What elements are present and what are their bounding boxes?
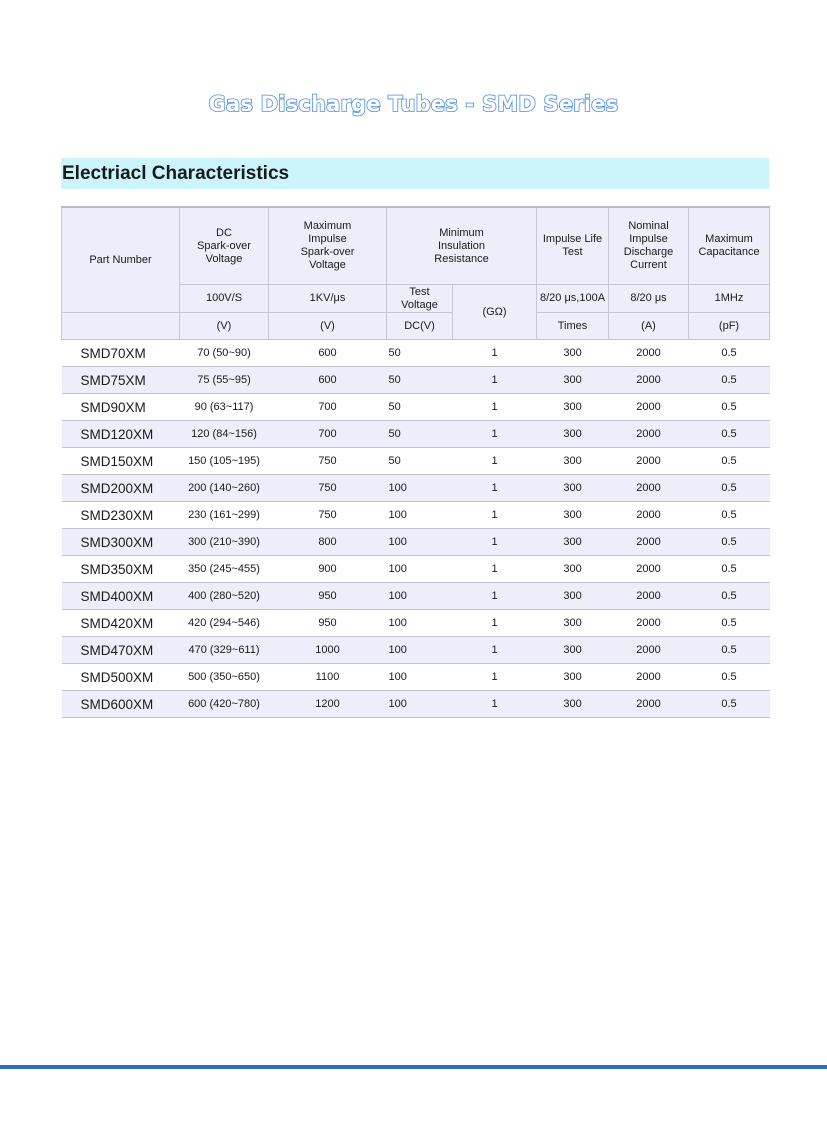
- test-voltage-cell: 100: [387, 475, 453, 502]
- test-voltage-cell: 100: [387, 502, 453, 529]
- discharge-current-cell: 2000: [609, 367, 689, 394]
- insulation-resistance-cell: 1: [453, 340, 537, 367]
- unit-dc: (V): [180, 313, 269, 340]
- dc-spark-over-cell: 420 (294~546): [180, 610, 269, 637]
- part-number-cell: SMD90XM: [62, 394, 180, 421]
- capacitance-cell: 0.5: [689, 475, 770, 502]
- part-number-cell: SMD350XM: [62, 556, 180, 583]
- header-nominal-impulse: Nominal Impulse Discharge Current: [609, 207, 689, 285]
- discharge-current-cell: 2000: [609, 502, 689, 529]
- page-title: Gas Discharge Tubes - SMD Series: [208, 92, 619, 116]
- dc-spark-over-cell: 470 (329~611): [180, 637, 269, 664]
- impulse-spark-over-cell: 950: [269, 610, 387, 637]
- insulation-resistance-cell: 1: [453, 394, 537, 421]
- capacitance-cell: 0.5: [689, 448, 770, 475]
- impulse-spark-over-cell: 1200: [269, 691, 387, 718]
- impulse-spark-over-cell: 600: [269, 367, 387, 394]
- test-voltage-cell: 100: [387, 664, 453, 691]
- discharge-current-cell: 2000: [609, 610, 689, 637]
- insulation-resistance-cell: 1: [453, 556, 537, 583]
- table-row: [62, 610, 770, 637]
- discharge-current-cell: 2000: [609, 637, 689, 664]
- discharge-current-cell: 2000: [609, 529, 689, 556]
- discharge-current-cell: 2000: [609, 421, 689, 448]
- footer-rule: [0, 1065, 827, 1069]
- section-header: [61, 158, 769, 189]
- capacitance-cell: 0.5: [689, 340, 770, 367]
- part-number-cell: SMD230XM: [62, 502, 180, 529]
- table-row: [62, 502, 770, 529]
- part-number-cell: SMD400XM: [62, 583, 180, 610]
- impulse-spark-over-cell: 700: [269, 421, 387, 448]
- test-voltage-cell: 100: [387, 583, 453, 610]
- capacitance-cell: 0.5: [689, 367, 770, 394]
- impulse-life-cell: 300: [537, 475, 609, 502]
- test-voltage-cell: 100: [387, 529, 453, 556]
- cond-dc: 100V/S: [180, 285, 269, 313]
- dc-spark-over-cell: 500 (350~650): [180, 664, 269, 691]
- table-row: [62, 340, 770, 367]
- discharge-current-cell: 2000: [609, 583, 689, 610]
- insulation-resistance-cell: 1: [453, 475, 537, 502]
- test-voltage-cell: 100: [387, 610, 453, 637]
- unit-impulse: (V): [269, 313, 387, 340]
- capacitance-cell: 0.5: [689, 502, 770, 529]
- test-voltage-cell: 100: [387, 691, 453, 718]
- dc-spark-over-cell: 120 (84~156): [180, 421, 269, 448]
- part-number-cell: SMD200XM: [62, 475, 180, 502]
- discharge-current-cell: 2000: [609, 664, 689, 691]
- impulse-spark-over-cell: 950: [269, 583, 387, 610]
- insulation-resistance-cell: 1: [453, 448, 537, 475]
- characteristics-table: [61, 206, 770, 718]
- test-voltage-cell: 50: [387, 340, 453, 367]
- part-number-cell: SMD150XM: [62, 448, 180, 475]
- part-number-cell: SMD500XM: [62, 664, 180, 691]
- header-test-voltage: Test Voltage: [387, 285, 453, 313]
- table-row: [62, 664, 770, 691]
- table-header: [62, 207, 770, 340]
- capacitance-cell: 0.5: [689, 583, 770, 610]
- impulse-life-cell: 300: [537, 367, 609, 394]
- impulse-life-cell: 300: [537, 448, 609, 475]
- header-min-insulation: Minimum Insulation Resistance: [387, 207, 537, 285]
- part-number-cell: SMD300XM: [62, 529, 180, 556]
- dc-spark-over-cell: 400 (280~520): [180, 583, 269, 610]
- unit-test-voltage: DC(V): [387, 313, 453, 340]
- impulse-spark-over-cell: 750: [269, 502, 387, 529]
- dc-spark-over-cell: 200 (140~260): [180, 475, 269, 502]
- table-row: [62, 448, 770, 475]
- insulation-resistance-cell: 1: [453, 529, 537, 556]
- table-row: [62, 367, 770, 394]
- insulation-resistance-cell: 1: [453, 502, 537, 529]
- dc-spark-over-cell: 90 (63~117): [180, 394, 269, 421]
- insulation-resistance-cell: 1: [453, 637, 537, 664]
- header-dc-spark-over: DC Spark-over Voltage: [180, 207, 269, 285]
- header-max-capacitance: Maximum Capacitance: [689, 207, 770, 285]
- dc-spark-over-cell: 350 (245~455): [180, 556, 269, 583]
- impulse-life-cell: 300: [537, 529, 609, 556]
- test-voltage-cell: 100: [387, 637, 453, 664]
- impulse-spark-over-cell: 750: [269, 448, 387, 475]
- insulation-resistance-cell: 1: [453, 421, 537, 448]
- test-voltage-cell: 50: [387, 367, 453, 394]
- capacitance-cell: 0.5: [689, 610, 770, 637]
- capacitance-cell: 0.5: [689, 691, 770, 718]
- test-voltage-cell: 50: [387, 421, 453, 448]
- impulse-life-cell: 300: [537, 340, 609, 367]
- capacitance-cell: 0.5: [689, 421, 770, 448]
- capacitance-cell: 0.5: [689, 664, 770, 691]
- cond-nominal: 8/20 μs: [609, 285, 689, 313]
- part-number-cell: SMD470XM: [62, 637, 180, 664]
- cond-impulse: 1KV/μs: [269, 285, 387, 313]
- table-row: [62, 394, 770, 421]
- table-row: [62, 475, 770, 502]
- part-number-cell: SMD600XM: [62, 691, 180, 718]
- dc-spark-over-cell: 150 (105~195): [180, 448, 269, 475]
- part-number-cell: SMD120XM: [62, 421, 180, 448]
- header-max-impulse: Maximum Impulse Spark-over Voltage: [269, 207, 387, 285]
- insulation-resistance-cell: 1: [453, 610, 537, 637]
- impulse-spark-over-cell: 750: [269, 475, 387, 502]
- table-row: [62, 529, 770, 556]
- header-impulse-life: Impulse Life Test: [537, 207, 609, 285]
- test-voltage-cell: 100: [387, 556, 453, 583]
- table-row: [62, 421, 770, 448]
- insulation-resistance-cell: 1: [453, 691, 537, 718]
- discharge-current-cell: 2000: [609, 448, 689, 475]
- cond-life: 8/20 μs,100A: [537, 285, 609, 313]
- impulse-life-cell: 300: [537, 691, 609, 718]
- dc-spark-over-cell: 300 (210~390): [180, 529, 269, 556]
- test-voltage-cell: 50: [387, 394, 453, 421]
- unit-nominal: (A): [609, 313, 689, 340]
- discharge-current-cell: 2000: [609, 556, 689, 583]
- dc-spark-over-cell: 70 (50~90): [180, 340, 269, 367]
- impulse-life-cell: 300: [537, 664, 609, 691]
- capacitance-cell: 0.5: [689, 637, 770, 664]
- insulation-resistance-cell: 1: [453, 367, 537, 394]
- impulse-life-cell: 300: [537, 556, 609, 583]
- impulse-life-cell: 300: [537, 502, 609, 529]
- impulse-spark-over-cell: 700: [269, 394, 387, 421]
- table-body: [62, 340, 770, 718]
- table-row: [62, 637, 770, 664]
- table-row: [62, 583, 770, 610]
- part-number-cell: SMD420XM: [62, 610, 180, 637]
- capacitance-cell: 0.5: [689, 529, 770, 556]
- header-part-number: Part Number: [62, 207, 180, 313]
- capacitance-cell: 0.5: [689, 394, 770, 421]
- impulse-life-cell: 300: [537, 637, 609, 664]
- discharge-current-cell: 2000: [609, 475, 689, 502]
- section-title: Electriacl Characteristics: [62, 163, 290, 184]
- unit-cap: (pF): [689, 313, 770, 340]
- part-number-cell: SMD75XM: [62, 367, 180, 394]
- insulation-resistance-cell: 1: [453, 664, 537, 691]
- unit-part-blank: [62, 313, 180, 340]
- impulse-life-cell: 300: [537, 610, 609, 637]
- part-number-cell: SMD70XM: [62, 340, 180, 367]
- dc-spark-over-cell: 75 (55~95): [180, 367, 269, 394]
- impulse-spark-over-cell: 800: [269, 529, 387, 556]
- impulse-spark-over-cell: 600: [269, 340, 387, 367]
- test-voltage-cell: 50: [387, 448, 453, 475]
- dc-spark-over-cell: 230 (161~299): [180, 502, 269, 529]
- impulse-life-cell: 300: [537, 394, 609, 421]
- impulse-spark-over-cell: 1100: [269, 664, 387, 691]
- cond-cap: 1MHz: [689, 285, 770, 313]
- insulation-resistance-cell: 1: [453, 583, 537, 610]
- header-gohm: (GΩ): [453, 285, 537, 340]
- capacitance-cell: 0.5: [689, 556, 770, 583]
- unit-life: Times: [537, 313, 609, 340]
- table-row: [62, 691, 770, 718]
- impulse-spark-over-cell: 900: [269, 556, 387, 583]
- impulse-spark-over-cell: 1000: [269, 637, 387, 664]
- dc-spark-over-cell: 600 (420~780): [180, 691, 269, 718]
- discharge-current-cell: 2000: [609, 394, 689, 421]
- impulse-life-cell: 300: [537, 421, 609, 448]
- impulse-life-cell: 300: [537, 583, 609, 610]
- discharge-current-cell: 2000: [609, 691, 689, 718]
- table-row: [62, 556, 770, 583]
- discharge-current-cell: 2000: [609, 340, 689, 367]
